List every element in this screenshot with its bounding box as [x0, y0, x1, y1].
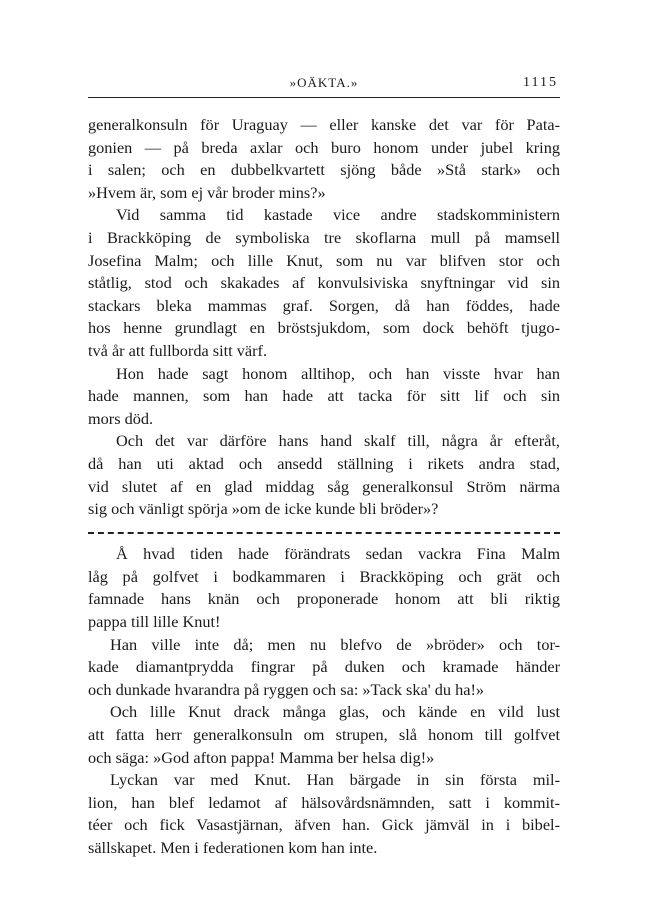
text-line: vid slutet af en glad middag såg generalkonsul Ström närma [88, 476, 560, 496]
text-line: två år att fullborda sitt värf. [88, 340, 268, 360]
text-line: Lyckan var med Knut. Han bärgade in sin första mil- [110, 770, 560, 790]
text-line: Vid samma tid kastade vice andre stadskomministern [116, 205, 560, 225]
text-line: sällskapet. Men i federationen kom han inte. [88, 838, 378, 857]
text-line: Och lille Knut drack många glas, och kände en vild lust [110, 702, 560, 722]
text-line: »Hvem är, som ej vår broder mins?» [88, 182, 326, 202]
section-divider [88, 521, 560, 544]
text-line: ståtlig, stod och skakades af konvulsiviska snyftningar vid sin [88, 273, 560, 293]
text-line: lion, han blef ledamot af hälsovårdsnämnden, satt i kommit- [88, 792, 560, 812]
book-page [88, 72, 560, 860]
text-line: Och det var därföre hans hand skalf till, några år efteråt, [116, 431, 560, 451]
text-line: att fatta herr generalkonsuln om strupen, slå honom till golfvet [88, 725, 560, 745]
text-line: stackars bleka mammas graf. Sorgen, då han föddes, hade [88, 295, 560, 315]
text-line: famnade hans knän och proponerade honom att bli riktig [88, 589, 560, 609]
text-line: gonien — på breda axlar och buro honom under jubel kring [88, 137, 560, 157]
text-line: i Brackköping de symboliska tre skoflarna mull på mamsell [88, 227, 560, 247]
text-line: hos henne grundlagt en bröstsjukdom, som dock behöft tjugo- [88, 318, 560, 338]
running-title: »OÄKTA.» [289, 75, 359, 90]
text-line: pappa till lille Knut! [88, 612, 221, 632]
text-line: mors död. [88, 408, 154, 428]
text-line: Josefina Malm; och lille Knut, som nu var blifven stor och [88, 250, 560, 270]
header-rule [88, 97, 560, 98]
text-line: sig och vänligt spörja »om de icke kunde bli bröder»? [88, 499, 439, 519]
text-line: generalkonsuln för Uraguay — eller kanske det var för Pata- [88, 115, 560, 134]
text-line: och säga: »God afton pappa! Mamma ber helsa dig!» [88, 747, 435, 767]
text-line: då han uti aktad och ansedd ställning i rikets andra stad, [88, 453, 560, 473]
text-line: och dunkade hvarandra på ryggen och sa: »Tack ska' du ha!» [88, 679, 485, 699]
text-line: téer och fick Vasastjärnan, äfven han. Gick jämväl in i bibel- [88, 815, 560, 835]
page-number: 1115 [523, 75, 558, 90]
text-line: i salen; och en dubbelkvartett sjöng både »Stå stark» och [88, 160, 560, 180]
text-line: hade mannen, som han hade att tacka för sitt lif och sin [88, 386, 560, 406]
body-text [88, 114, 560, 860]
running-header [88, 72, 560, 94]
text-line: Han ville inte då; men nu blefvo de »bröder» och tor- [110, 634, 560, 654]
text-line: Å hvad tiden hade förändrats sedan vackra Fina Malm [116, 544, 560, 564]
text-line: Hon hade sagt honom alltihop, och han visste hvar han [116, 363, 560, 383]
text-line: kade diamantprydda fingrar på duken och kramade händer [88, 657, 560, 677]
text-line: låg på golfvet i bodkammaren i Brackköping och grät och [88, 566, 560, 586]
